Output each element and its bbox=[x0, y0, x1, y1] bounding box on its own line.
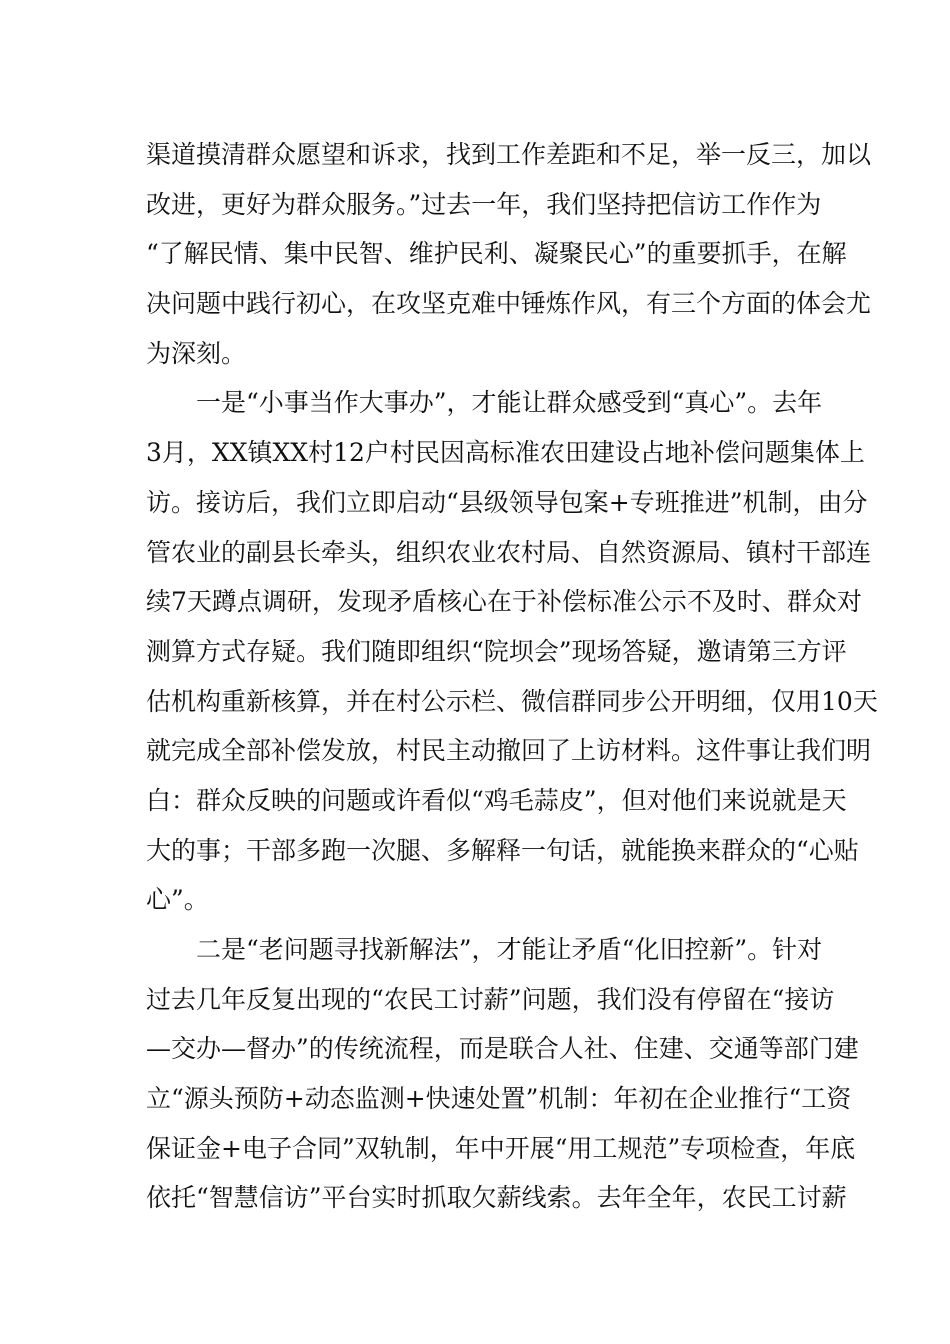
text-line: 3月，XX镇XX村12户村民因高标准农田建设占地补偿问题集体上 bbox=[146, 438, 865, 468]
text-line: 二是“老问题寻找新解法”，才能让矛盾“化旧控新”。针对 bbox=[196, 935, 823, 964]
paragraph-3 bbox=[146, 925, 859, 1223]
text-line: “了解民情、集中民智、维护民利、凝聚民心”的重要抓手，在解 bbox=[146, 239, 847, 269]
paragraph-1 bbox=[146, 130, 872, 378]
text-line: 测算方式存疑。我们随即组织“院坝会”现场答疑，邀请第三方评 bbox=[146, 636, 847, 666]
text-line: 管农业的副县长牵头，组织农业农村局、自然资源局、镇村干部连 bbox=[146, 537, 872, 567]
text-line: —交办—督办”的传统流程，而是联合人社、住建、交通等部门建 bbox=[146, 1034, 859, 1064]
text-line: 过去几年反复出现的“农民工讨薪”问题，我们没有停留在“接访 bbox=[146, 984, 835, 1014]
text-line: 决问题中践行初心，在攻坚克难中锤炼作风，有三个方面的体会尤 bbox=[146, 289, 872, 319]
text-line: 依托“智慧信访”平台实时抓取欠薪线索。去年全年，农民工讨薪 bbox=[146, 1183, 847, 1213]
text-line: 改进，更好为群众服务。”过去一年，我们坚持把信访工作作为 bbox=[146, 189, 822, 219]
document-body bbox=[146, 130, 878, 1223]
text-line: 为深刻。 bbox=[146, 338, 247, 368]
text-line: 保证金+电子合同”双轨制，年中开展“用工规范”专项检查，年底 bbox=[146, 1133, 856, 1163]
text-line: 续7天蹲点调研，发现矛盾核心在于补偿标准公示不及时、群众对 bbox=[146, 587, 862, 617]
text-line: 白：群众反映的问题或许看似“鸡毛蒜皮”，但对他们来说就是天 bbox=[146, 785, 847, 815]
text-line: 渠道摸清群众愿望和诉求，找到工作差距和不足，举一反三，加以 bbox=[146, 140, 872, 169]
text-line: 估机构重新核算，并在村公示栏、微信群同步公开明细，仅用10天 bbox=[146, 686, 878, 716]
text-line: 心”。 bbox=[146, 885, 209, 915]
text-line: 就完成全部补偿发放，村民主动撤回了上访材料。这件事让我们明 bbox=[146, 736, 872, 766]
text-line: 立“源头预防+动态监测+快速处置”机制：年初在企业推行“工资 bbox=[146, 1084, 852, 1114]
text-line: 一是“小事当作大事办”，才能让群众感受到“真心”。去年 bbox=[196, 388, 823, 418]
text-line: 访。接访后，我们立即启动“县级领导包案+专班推进”机制，由分 bbox=[146, 487, 868, 517]
text-line: 大的事；干部多跑一次腿、多解释一句话，就能换来群众的“心贴 bbox=[146, 835, 859, 865]
paragraph-2 bbox=[146, 378, 878, 925]
